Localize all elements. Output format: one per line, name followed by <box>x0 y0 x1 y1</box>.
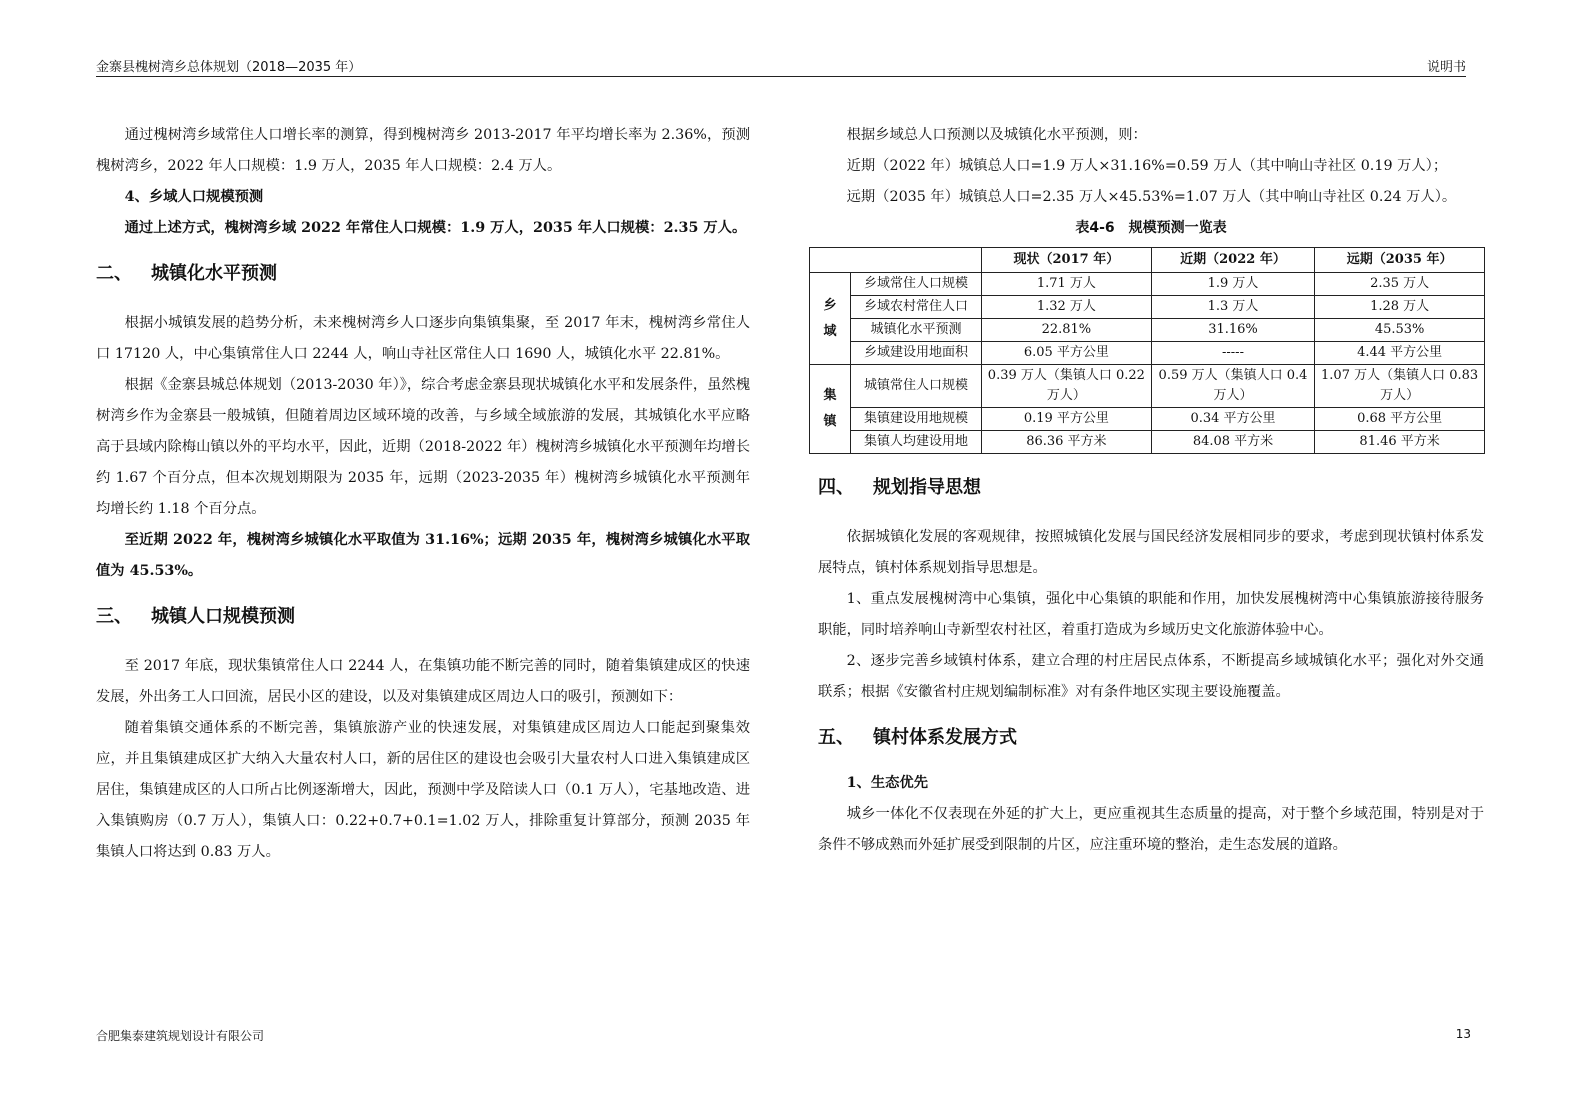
section-heading-5 <box>818 722 1484 754</box>
table-cell: 2.35 万人 <box>1315 273 1485 296</box>
conclusion-paragraph: 至近期 2022 年，槐树湾乡城镇化水平取值为 31.16%；远期 2035 年，槐树湾乡城镇化水平取值为 45.53%。 <box>96 532 750 579</box>
page-number: 13 <box>1455 1027 1471 1041</box>
paragraph: 近期（2022 年）城镇总人口=1.9 万人×31.16%=0.59 万人（其中响山寺社区 0.19 万人）； <box>846 158 1448 174</box>
paragraph: 通过槐树湾乡域常住人口增长率的测算，得到槐树湾乡 2013-2017 年平均增长率为 2.36%，预测槐树湾乡，2022 年人口规模：1.9 万人，2035 年人口规模：2.4 万人。 <box>96 127 750 174</box>
table-cell: 31.16% <box>1151 319 1314 342</box>
table-cell: 22.81% <box>982 319 1152 342</box>
paragraph: 至 2017 年底，现状集镇常住人口 2244 人，在集镇功能不断完善的同时，随着集镇建成区的快速发展，外出务工人口回流，居民小区的建设，以及对集镇建成区周边人口的吸引，预测如下： <box>96 658 750 705</box>
row-label: 集镇建设用地规模 <box>851 408 982 431</box>
paragraph: 根据乡域总人口预测以及城镇化水平预测，则： <box>846 127 1147 143</box>
group-label-text: 乡域 <box>823 297 837 339</box>
table-cell: 1.9 万人 <box>1151 273 1314 296</box>
paragraph: 依据城镇化发展的客观规律，按照城镇化发展与国民经济发展相同步的要求，考虑到现状镇村体系发展特点，镇村体系规划指导思想是。 <box>818 529 1484 576</box>
table-row <box>810 319 1485 342</box>
table-cell: 81.46 平方米 <box>1315 431 1485 454</box>
section-title: 规划指导思想 <box>873 477 981 498</box>
table-row <box>810 342 1485 365</box>
paragraph: 根据《金寨县城总体规划（2013-2030 年）》，综合考虑金寨县现状城镇化水平和发展条件，虽然槐树湾乡作为金寨县一般城镇，但随着周边区域环境的改善，与乡域全域旅游的发展，其城镇化水平应略高于县域内除梅山镇以外的平均水平，因此，近期（2018-2022 年）槐树湾乡城镇化水平预测年均增长约 1.67 个百分点，但本次规划期限为 2035 年，远期（2023-2035 年）槐树湾乡城镇化水平预测年均增长约 1.18 个百分点。 <box>96 377 751 517</box>
header-title: 金寨县槐树湾乡总体规划（2018—2035 年） <box>96 60 362 75</box>
forecast-table <box>809 247 1485 454</box>
right-column <box>818 120 1484 861</box>
table-cell: 0.68 平方公里 <box>1315 408 1485 431</box>
section-number: 五、 <box>818 727 854 748</box>
row-label: 乡域建设用地面积 <box>851 342 982 365</box>
table-cell: 84.08 平方米 <box>1151 431 1314 454</box>
section-number: 二、 <box>96 263 132 284</box>
table-cell: 1.32 万人 <box>982 296 1152 319</box>
row-group-label <box>810 365 851 454</box>
paragraph: 远期（2035 年）城镇总人口=2.35 万人×45.53%=1.07 万人（其中响山寺社区 0.24 万人）。 <box>846 189 1457 205</box>
table-cell: 6.05 平方公里 <box>982 342 1152 365</box>
paragraph: 城乡一体化不仅表现在外延的扩大上，更应重视其生态质量的提高，对于整个乡域范围，特别是对于条件不够成熟而外延扩展受到限制的片区，应注重环境的整治，走生态发展的道路。 <box>818 806 1484 853</box>
table-cell: 0.19 平方公里 <box>982 408 1152 431</box>
row-label: 城镇化水平预测 <box>851 319 982 342</box>
section-title: 城镇人口规模预测 <box>151 606 295 627</box>
table-header-row <box>810 248 1485 273</box>
table-cell: 45.53% <box>1315 319 1485 342</box>
row-label: 乡域常住人口规模 <box>851 273 982 296</box>
table-row <box>810 431 1485 454</box>
conclusion-paragraph: 通过上述方式，槐树湾乡域 2022 年常住人口规模：1.9 万人，2035 年人口规模：2.35 万人。 <box>124 220 747 236</box>
section-heading-4 <box>818 472 1484 504</box>
table-row <box>810 296 1485 319</box>
section-number: 三、 <box>96 606 132 627</box>
left-column <box>96 120 750 868</box>
group-label-text: 集镇 <box>823 388 837 429</box>
section-title: 镇村体系发展方式 <box>873 727 1017 748</box>
page-footer <box>96 1027 1471 1044</box>
table-cell: ----- <box>1151 342 1314 365</box>
column-header: 现状（2017 年） <box>982 248 1152 273</box>
table-cell: 0.39 万人（集镇人口 0.22 万人） <box>982 365 1152 408</box>
table-cell: 1.28 万人 <box>1315 296 1485 319</box>
row-label: 乡域农村常住人口 <box>851 296 982 319</box>
paragraph: 随着集镇交通体系的不断完善，集镇旅游产业的快速发展，对集镇建成区周边人口能起到聚集效应，并且集镇建成区扩大纳入大量农村人口，新的居住区的建设也会吸引大量农村人口进入集镇建成区居住，集镇建成区的人口所占比例逐渐增大，因此，预测中学及陪读人口（0.1 万人），宅基地改造、进入集镇购房（0.7 万人），集镇人口：0.22+0.7+0.1=1.02 万人，排除重复计算部分，预测 2035 年集镇人口将达到 0.83 万人。 <box>96 720 750 860</box>
table-row <box>810 365 1485 408</box>
table-row <box>810 408 1485 431</box>
paragraph: 1、重点发展槐树湾中心集镇，强化中心集镇的职能和作用，加快发展槐树湾中心集镇旅游接待服务职能，同时培养响山寺新型农村社区，着重打造成为乡域历史文化旅游体验中心。 <box>818 591 1484 638</box>
table-cell: 1.07 万人（集镇人口 0.83 万人） <box>1315 365 1485 408</box>
column-header: 近期（2022 年） <box>1151 248 1314 273</box>
section-heading-3 <box>96 601 750 633</box>
paragraph: 2、逐步完善乡域镇村体系，建立合理的村庄居民点体系，不断提高乡域城镇化水平；强化对外交通联系；根据《安徽省村庄规划编制标准》对有条件地区实现主要设施覆盖。 <box>818 653 1484 700</box>
table-cell: 86.36 平方米 <box>982 431 1152 454</box>
section-number: 四、 <box>818 477 854 498</box>
subsection-heading: 1、生态优先 <box>846 775 929 791</box>
footer-company: 合肥集泰建筑规划设计有限公司 <box>96 1029 265 1043</box>
row-label: 集镇人均建设用地 <box>851 431 982 454</box>
section-title: 城镇化水平预测 <box>151 263 277 284</box>
table-cell: 0.59 万人（集镇人口 0.4 万人） <box>1151 365 1314 408</box>
table-corner-cell <box>810 248 982 273</box>
row-group-label <box>810 273 851 365</box>
subsection-heading: 4、乡域人口规模预测 <box>124 189 264 205</box>
table-cell: 0.34 平方公里 <box>1151 408 1314 431</box>
paragraph: 根据小城镇发展的趋势分析，未来槐树湾乡人口逐步向集镇集聚，至 2017 年末，槐树湾乡常住人口 17120 人，中心集镇常住人口 2244 人，响山寺社区常住人口 1690 人，城镇化水平 22.81%。 <box>96 315 750 362</box>
section-heading-2 <box>96 258 750 290</box>
header-doc-type: 说明书 <box>1426 60 1466 75</box>
table-cell: 4.44 平方公里 <box>1315 342 1485 365</box>
table-caption: 表4-6 规模预测一览表 <box>1075 220 1227 236</box>
table-row <box>810 273 1485 296</box>
row-label: 城镇常住人口规模 <box>851 365 982 408</box>
column-header: 远期（2035 年） <box>1315 248 1485 273</box>
page-header <box>96 54 1466 77</box>
table-cell: 1.3 万人 <box>1151 296 1314 319</box>
table-cell: 1.71 万人 <box>982 273 1152 296</box>
